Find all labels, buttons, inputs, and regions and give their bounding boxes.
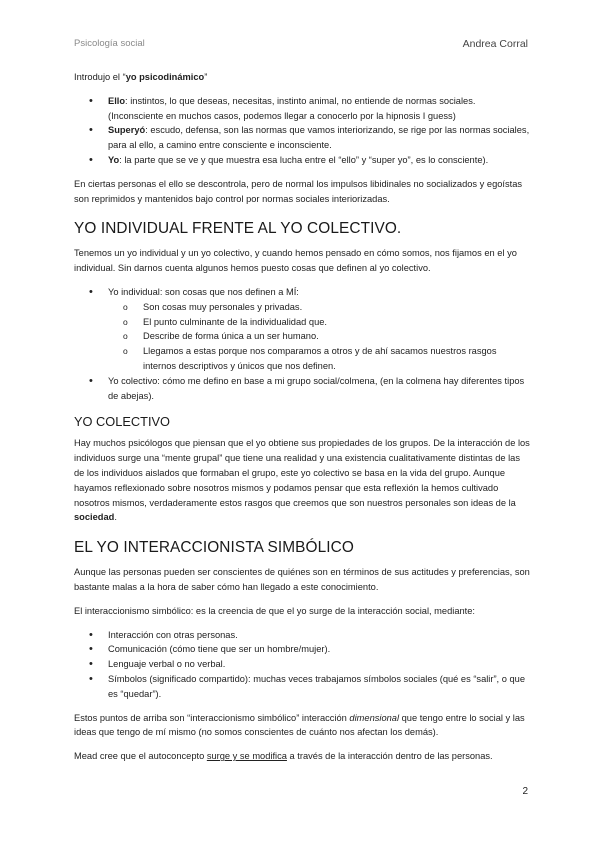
list-item: • Lenguaje verbal o no verbal. bbox=[74, 657, 530, 672]
list-item-ello: • Ello: instintos, lo que deseas, necesitas, instinto animal, no entiende de normas sociales. (Inconsciente en muchos casos, podemos llegar a conocerlo por la hipnosis I guess) bbox=[74, 94, 530, 124]
paragraph-conscientes: Aunque las personas pueden ser conscientes de quiénes son en términos de sus actitudes y preferencias, son bastante malas a la hora de saber cómo han llegado a este conocimiento. bbox=[74, 567, 530, 592]
list-item-yo: • Yo: la parte que se ve y que muestra esa lucha entre el “ello” y “super yo”, es lo consciente). bbox=[74, 153, 530, 168]
sublist-item: o Son cosas muy personales y privadas. bbox=[108, 300, 530, 315]
interaccionismo-list bbox=[74, 628, 530, 702]
intro-bold-term: yo psicodinámico bbox=[125, 72, 205, 82]
list-item: • Comunicación (cómo tiene que ser un hombre/mujer). bbox=[74, 642, 530, 657]
header-author: Andrea Corral bbox=[462, 38, 528, 50]
paragraph-definicion: El interaccionismo simbólico: es la creencia de que el yo surge de la interacción social, mediante: bbox=[74, 605, 476, 616]
paragraph-individual-colectivo: Tenemos un yo individual y un yo colectivo, y cuando hemos pensado en cómo somos, nos fijamos en el yo individual. Sin darnos cuenta algunos hemos puesto cosas que definen al yo colectivo. bbox=[74, 248, 517, 274]
italic-dimensional: dimensional bbox=[349, 712, 400, 723]
psychodynamic-list bbox=[74, 94, 530, 168]
sublist-item: o Llegamos a estas porque nos comparamos a otros y de ahí sacamos nuestros rasgos internos descriptivos y únicos que nos definen. bbox=[108, 344, 530, 374]
bold-sociedad: sociedad bbox=[74, 512, 115, 523]
underlined-phrase: surge y se modifica bbox=[206, 751, 287, 762]
list-item-yo-colectivo: • Yo colectivo: cómo me defino en base a mi grupo social/colmena, (en la colmena hay diferentes tipos de abejas). bbox=[74, 374, 530, 404]
section-heading-individual-vs-colectivo: YO INDIVIDUAL FRENTE AL YO COLECTIVO. bbox=[74, 220, 402, 238]
yo-individual-sublist bbox=[108, 300, 530, 374]
section-heading-yo-colectivo: YO COLECTIVO bbox=[74, 414, 170, 430]
paragraph-ello: En ciertas personas el ello se descontrola, pero de normal los impulsos libidinales no socializados y egoístas son reprimidos y mantenidos bajo control por normas sociales interiorizadas. bbox=[74, 178, 523, 204]
paragraph-mead: Mead cree que el autoconcepto surge y se modifica a través de la interacción dentro de las personas. bbox=[74, 751, 493, 762]
section-heading-interaccionista: EL YO INTERACCIONISTA SIMBÓLICO bbox=[74, 539, 354, 557]
header-course-title: Psicología social bbox=[74, 38, 145, 49]
intro-paragraph: Introdujo el “yo psicodinámico” bbox=[74, 72, 208, 82]
list-item: • Interacción con otras personas. bbox=[74, 628, 530, 643]
paragraph-dimensional: Estos puntos de arriba son “interaccionismo simbólico” interacción dimensional que tengo entre lo social y las ideas que tengo de mí mismo (no somos conscientes de cuánto nos afectan los demás). bbox=[74, 712, 525, 738]
sublist-item: o El punto culminante de la individualidad que. bbox=[108, 315, 530, 330]
list-item: • Símbolos (significado compartido): muchas veces trabajamos símbolos sociales (qué es “salir”, o que es “quedar”). bbox=[74, 672, 530, 702]
page-number: 2 bbox=[522, 786, 528, 797]
page-content bbox=[74, 70, 530, 773]
yo-types-list bbox=[74, 285, 530, 403]
list-item-yo-individual: • Yo individual: son cosas que nos definen a MÍ: o Son cosas muy personales y privadas. o El punto culminante de la individualidad que. o Describe de forma única a un ser humano. o Llegamos a estas porque nos comparamos a otros y de ahí sacamos nuestros rasgos internos descriptivos y únicos que nos definen. bbox=[74, 285, 530, 374]
sublist-item: o Describe de forma única a un ser humano. bbox=[108, 329, 530, 344]
paragraph-yo-colectivo: Hay muchos psicólogos que piensan que el yo obtiene sus propiedades de los grupos. De la interacción de los individuos surge una “mente grupal” que tiene una realidad y una existencia cualitativamente distintas de las de los individuos aislados que formaban el grupo, este yo colectivo se basa en la vida del grupo. Aunque hayamos reflexionado sobre nosotros mismos y podamos pensar que esta reflexión la hemos cultivado nosotros mismos, verdaderamente estos rasgos que creemos que son nuestros personales son ideas de la sociedad. bbox=[74, 438, 530, 523]
list-item-superyo: • Superyó: escudo, defensa, son las normas que vamos interiorizando, se rige por las normas sociales, para al ello, a camino entre consciente e inconsciente. bbox=[74, 123, 530, 153]
